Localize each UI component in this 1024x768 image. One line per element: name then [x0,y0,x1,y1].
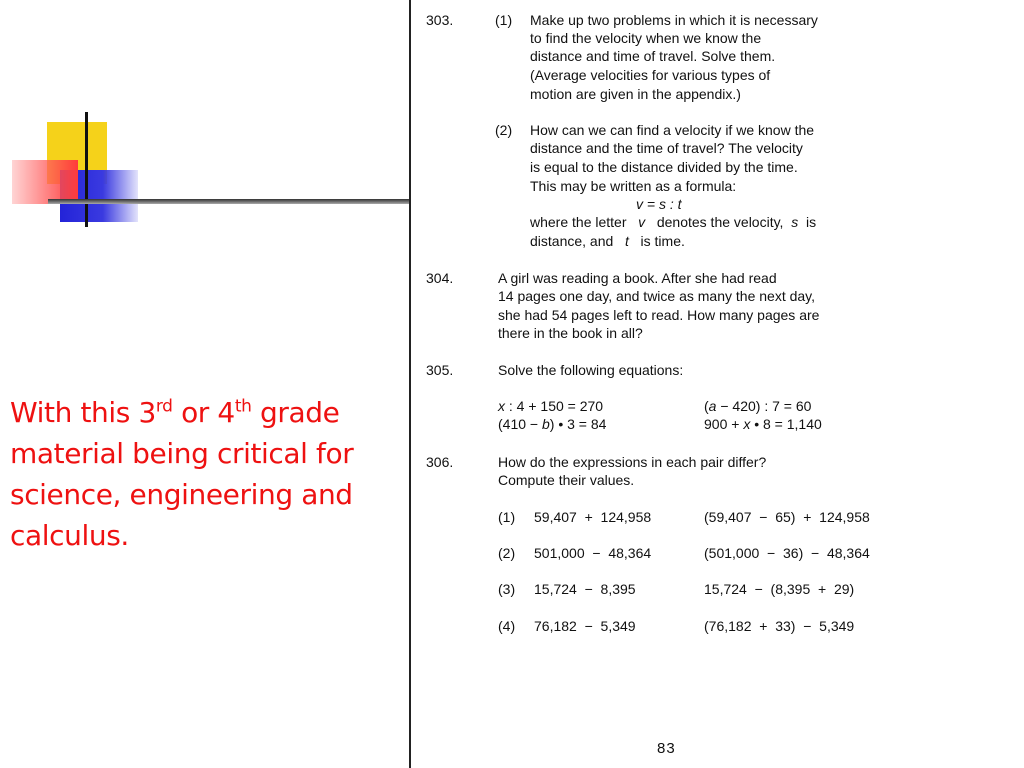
problem-text: Make up two problems in which it is necessary [530,12,818,28]
problem-text: A girl was reading a book. After she had read [498,270,777,286]
problem-text: Solve the following equations: [498,362,684,378]
problem-number-304: 304. [426,270,454,286]
red-square [12,160,78,204]
vertical-divider [409,0,411,768]
problem-303-part-1-label: (1) [495,12,513,28]
slide-decoration [0,0,410,240]
problem-text: 14 pages one day, and twice as many the next day, [498,288,816,304]
decoration-horizontal-line [48,199,410,204]
caption-text: With this 3 [10,396,156,429]
decoration-vertical-line [85,112,88,227]
problem-text: is equal to the distance divided by the time. [530,159,798,175]
problem-text: distance and the time of travel? The velocity [530,140,803,156]
problem-number-306: 306. [426,454,454,470]
pair-label: (2) [498,545,516,561]
problem-number-303: 303. [426,12,454,28]
problem-text: How can we can find a velocity if we know the [530,122,815,138]
problem-number-305: 305. [426,362,454,378]
equation: x : 4 + 150 = 270 [498,398,604,414]
slide-caption [10,392,402,556]
expression-right: (76,182 + 33) − 5,349 [704,618,855,634]
caption-text: or 4 [172,396,235,429]
problem-text: she had 54 pages left to read. How many pages are [498,307,820,323]
problem-text: How do the expressions in each pair differ? [498,454,767,470]
problem-text: motion are given in the appendix.) [530,86,741,102]
caption-text: grade material being critical for science, engineering and calculus. [10,396,354,552]
expression-left: 15,724 − 8,395 [534,581,636,597]
problem-text: (Average velocities for various types of [530,67,771,83]
expression-left: 59,407 + 124,958 [534,509,652,525]
expression-right: 15,724 − (8,395 + 29) [704,581,855,597]
equation: (410 − b) • 3 = 84 [498,416,607,432]
pair-label: (4) [498,618,516,634]
problem-text: there in the book in all? [498,325,643,341]
pair-label: (3) [498,581,516,597]
expression-right: (59,407 − 65) + 124,958 [704,509,870,525]
problem-text: distance, and t is time. [530,233,685,249]
problem-text: Compute their values. [498,472,635,488]
expression-right: (501,000 − 36) − 48,364 [704,545,870,561]
problem-text: where the letter v denotes the velocity, s is [530,214,817,230]
equation: 900 + x • 8 = 1,140 [704,416,822,432]
textbook-page [420,0,1020,768]
pair-label: (1) [498,509,516,525]
page-number: 83 [657,740,676,757]
problem-303-part-2-label: (2) [495,122,513,138]
expression-left: 76,182 − 5,349 [534,618,636,634]
velocity-formula: v = s : t [636,196,682,212]
problem-text: to find the velocity when we know the [530,30,762,46]
problem-text: distance and time of travel. Solve them. [530,48,776,64]
problem-text: This may be written as a formula: [530,178,737,194]
expression-left: 501,000 − 48,364 [534,545,652,561]
equation: (a − 420) : 7 = 60 [704,398,812,414]
caption-superscript: rd [155,396,173,417]
caption-superscript: th [234,396,252,417]
